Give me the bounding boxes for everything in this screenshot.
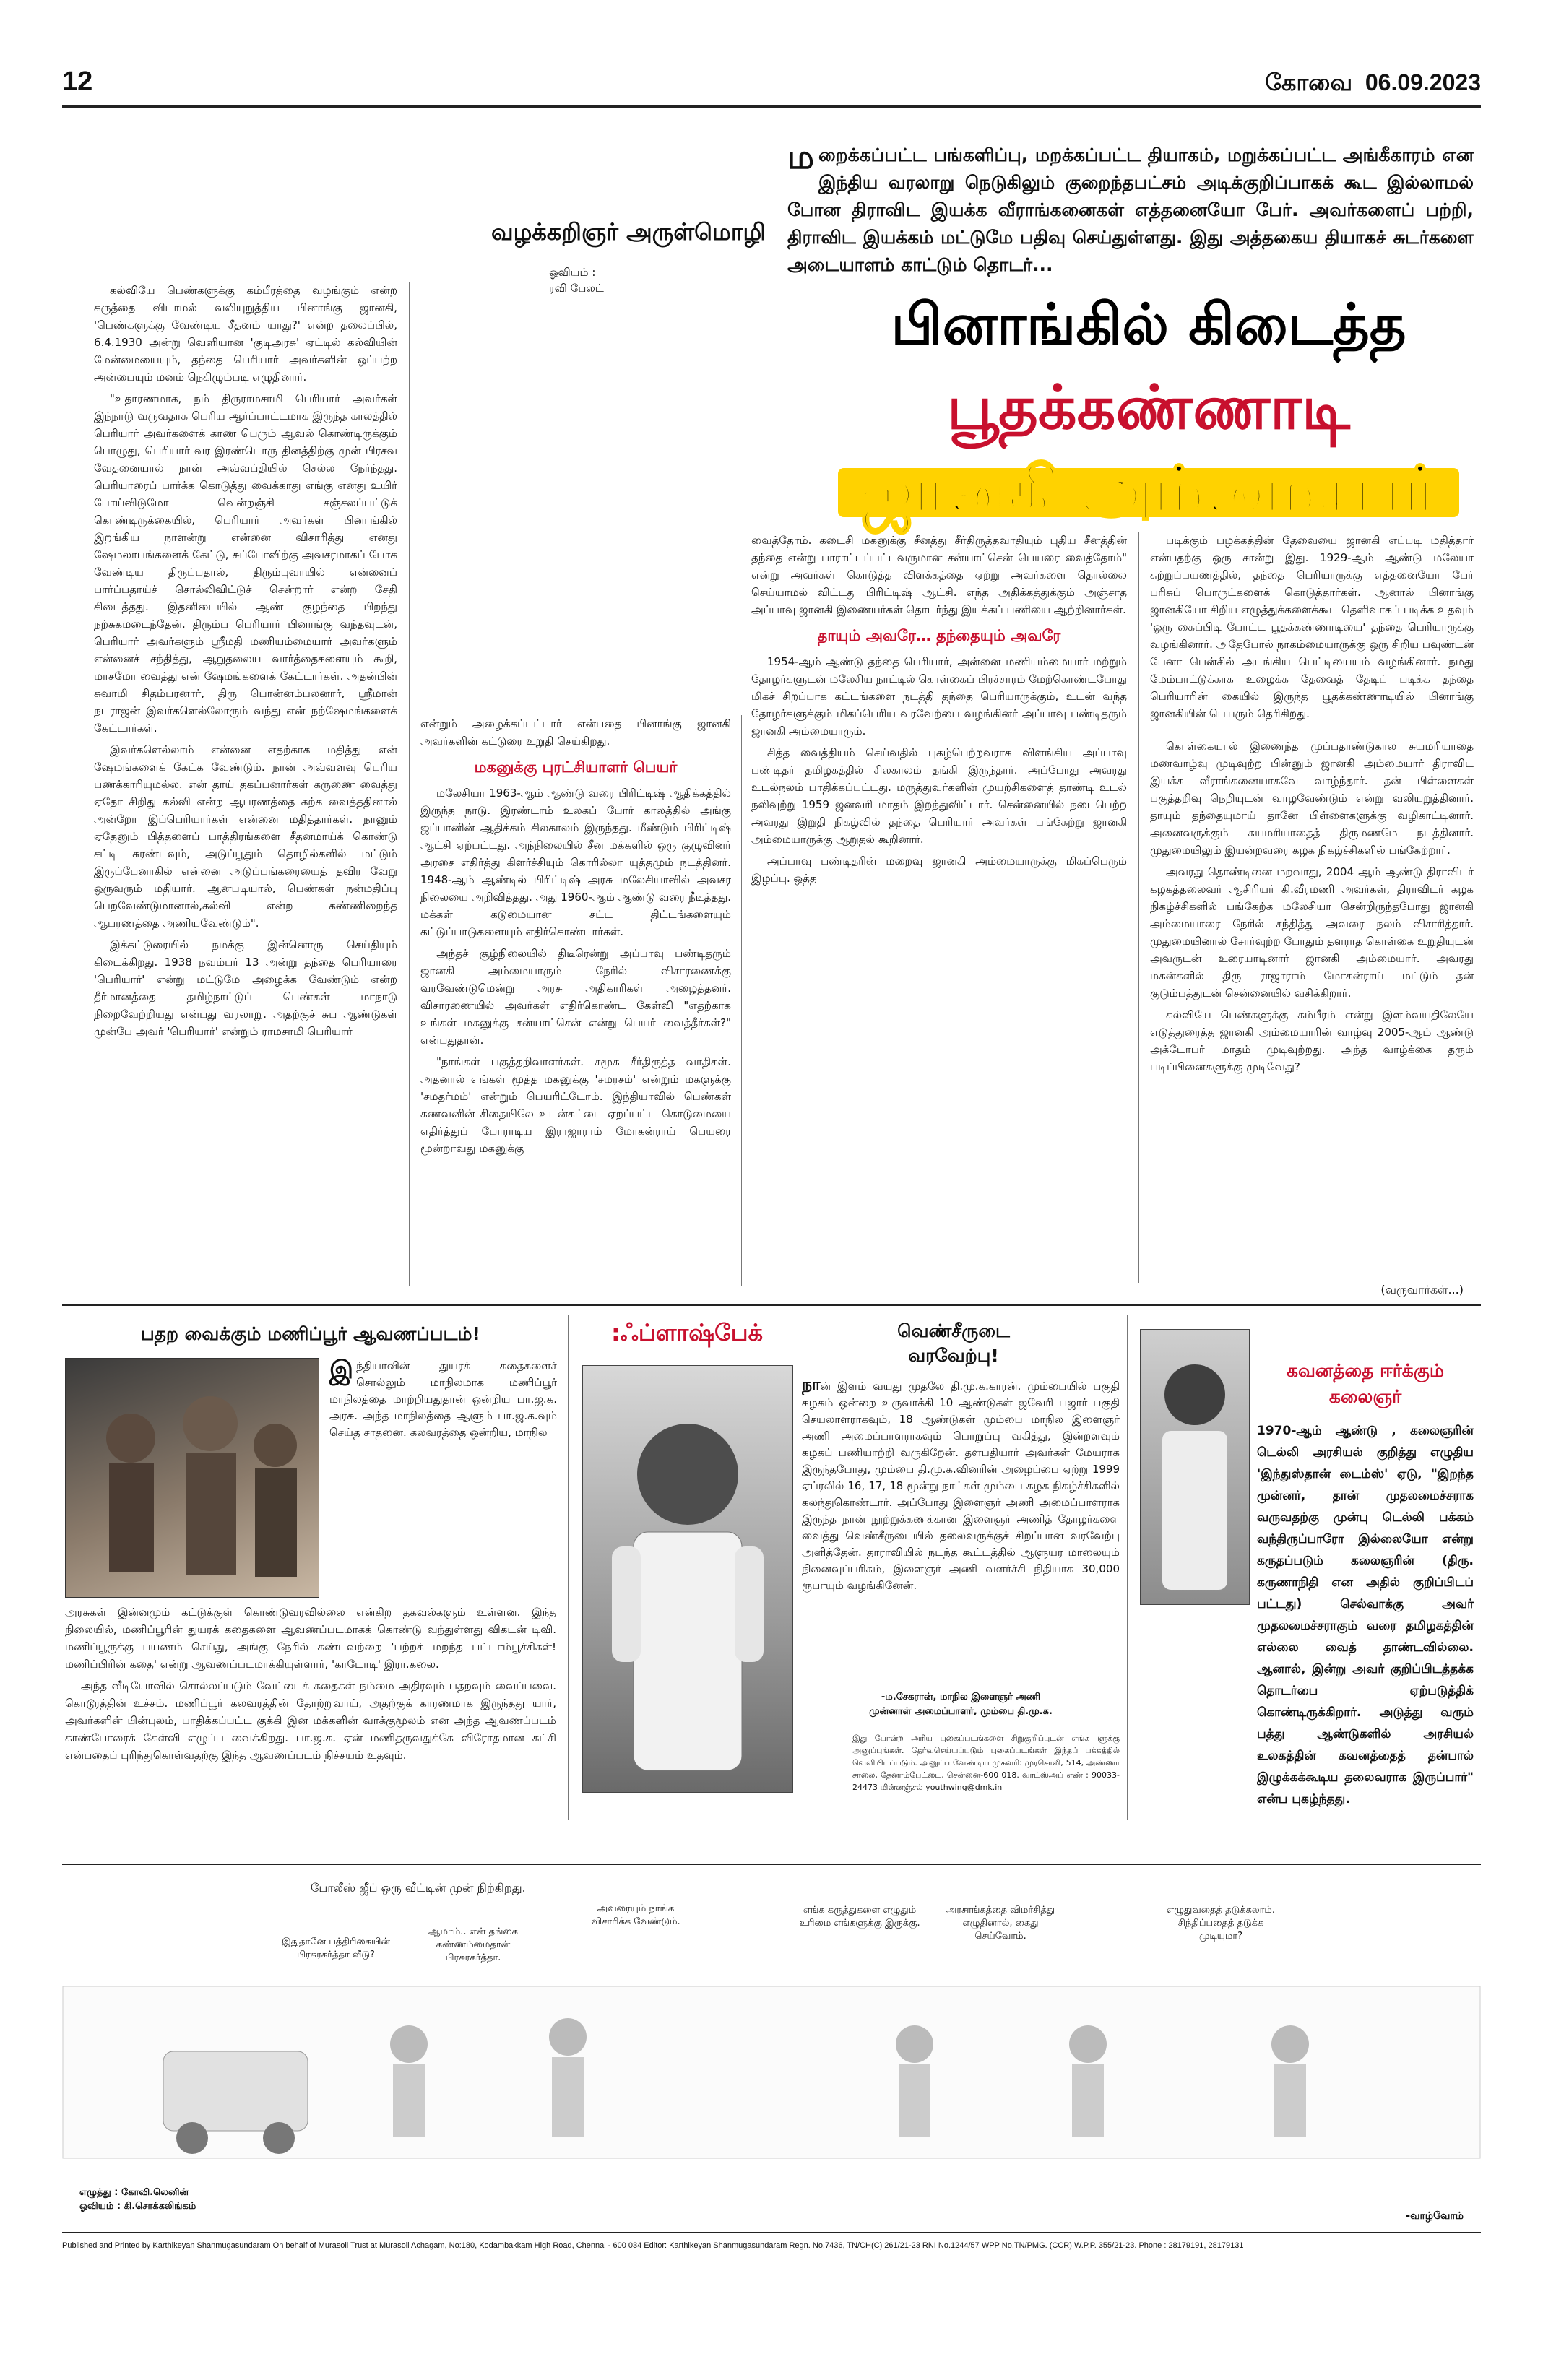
welcome-signature	[802, 1690, 1120, 1719]
speech-bubble-1: இதுதானே பத்திரிகையின் பிரசுரகர்த்தா வீடு?	[282, 1937, 390, 1960]
col4-top-paragraph: படிக்கும் பழக்கத்தின் தேவையை ஜானகி எப்படி மதித்தார் என்பதற்கு ஒரு சான்று இது. 1929-ஆம் ஆண்டு மலேயா சுற்றுப்பயணத்தில், தந்தை பெரியாருக்கு எத்தனையோ பேர் பரிசுப் பொருட்களைக் கொடுத்தார்கள். ஆனால் பினாங்கு ஜானகியோ சிறிய எழுத்துக்களைக்கூட தெளிவாகப் படிக்க உதவும் 'ஒரு கைப்பிடி போட்ட பூதக்கண்ணாடியை' தந்தை பெரியாருக்கு வழங்கினார். அதேபோல் நாகம்மையாருக்கு ஒரு சிறிய பவுண்டன் பேனா பென்சில் அடங்கிய பெட்டியையும் வழங்கினார். நமது மேம்பாட்டுக்காக உழைக்க தேவைத் தேடிப் படிக்க தந்தை பெரியாரின் கையில் இருந்த பூதக்கண்ணாடியில் பினாங்கு ஜானகியின் பெயரும் தெரிகிறது.	[1150, 534, 1474, 720]
speech-bubble-2: ஆமாம்.. என் தங்கை கண்ணம்மைதான் பிரசுரகர்த்தா.	[428, 1926, 518, 1963]
illustration-credit	[549, 264, 604, 296]
welcome-text: ன் இளம் வயது முதலே தி.மு.க.காரன். மும்பையில் பகுதி கழகம் ஒன்றை உருவாக்கி 10 ஆண்டுகள் ஜவேரி பஜார் பகுதி செயலாளராகவும், 18 ஆண்டுகள் மும்பை மாநில இளைஞர் அணி அமைப்பாளராகவும் பொறுப்பு வகித்து, இன்றளவும் கழகப் பணியாற்றி வருகிறேன். தளபதியார் அவர்கள் மேயராக இருந்தபோது, மும்பை தி.மு.க.வினரின் அழைப்பை ஏற்று 1999 ஏப்ரலில் 16, 17, 18 மூன்று நாட்கள் மும்பை கழக நிகழ்ச்சிகளில் கலந்துகொண்டார். அப்போது இளைஞர் அணி அமைப்பாளராக இருந்த நான் நூற்றுக்கணக்கான இளைஞர் அணித் தோழர்களை வைத்து வெண்சீருடையில் தலைவருக்குச் சிறப்பான வரவேற்பு அளித்தேன். தாராவியில் நடந்த கூட்டத்தில் ஆளுயர மாலையும் நினைவுப்பரிசும், இளைஞர் அணி வளர்ச்சி நிதியாக 30,000 ரூபாயும் வழங்கினேன்.	[802, 1380, 1120, 1592]
intro-dropcap: ம	[787, 137, 815, 176]
headline-line-2: பூதக்கண்ணாடி	[947, 372, 1350, 443]
writer-credit: எழுத்து : கோவி.லெனின்	[79, 2187, 189, 2198]
manipur-paragraph: அரசுகள் இன்னமும் கட்டுக்குள் கொண்டுவரவில்லை என்கிற தகவல்களும் உள்ளன. இந்த நிலையில், மணிப்பூரின் துயரக் கதைகளை ஆவணப்படமாகக் கொண்டு வந்துள்ளது விகடன் டிவி. மணிப்பூருக்கு பயணம் செய்து, அங்கு நேரில் கண்டவற்றை 'பற்றக் மறந்த பட்டாம்பூச்சிகள்! மணிப்பிரின் கதை' என்று ஆவணப்படமாக்கியுள்ளார், 'காடோடி' இரா.கலை.	[65, 1606, 556, 1671]
col1-paragraph: இக்கட்டுரையில் நமக்கு இன்னொரு செய்தியும் கிடைக்கிறது. 1938 நவம்பர் 13 அன்று தந்தை பெரியாரை 'பெரியார்' என்று மட்டுமே அழைக்க வேண்டும் என்ற தீர்மானத்தை தமிழ்நாட்டுப் பெண்கள் மாநாடு நிறைவேற்றியது என்பது வரலாறு. அதற்குச் சுப ஆண்டுகள் முன்பே அவர் 'பெரியார்' என்றும் ராமசாமி பெரியார்	[94, 938, 397, 1038]
column-divider	[1138, 532, 1139, 1283]
welcome-title-line-1: வெண்சீருடை	[897, 1320, 1010, 1341]
col2-subheading: மகனுக்கு புரட்சியாளர் பெயர்	[474, 758, 678, 776]
manipur-body	[65, 1604, 556, 1820]
article-column-1	[94, 282, 397, 1293]
footer-imprint: Published and Printed by Karthikeyan Shanmugasundaram On behalf of Murasoli Trust at Murasoli Achagam, No:180, Kodambakkam High Road, Chennai - 600 034 Editor: Karthikeyan Shanmugasundaram Regn. No.7436, TN/CH(C) 261/21-23 RNI No.1244/57 WPP No.TN/PMG. (CCR) W.P.P. 355/21-23. Phone : 28179191, 28179131	[62, 2241, 1244, 2250]
speech-bubble-5: அரசாங்கத்தை விமர்சித்து எழுதினால், கைது செய்வோம்.	[946, 1905, 1055, 1942]
submission-note: இது போன்ற அரிய புகைப்படங்களை சிறுகுறிப்புடன் எங்க ளுக்கு அனுப்புங்கள். தேர்வுசெய்யப்படும் புகைப்படங்கள் இந்தப் பக்கத்தில் வெளியிடப்படும். அனுப்ப வேண்டிய முகவரி: முரசொலி, 514, அண்ணா சாலை, தேனாம்பேட்டை, சென்னை-600 018. வாட்ஸ்அப் எண் : 90033-24473 மின்னஞ்சல் youthwing@dmk.in	[852, 1734, 1120, 1792]
kalaignar-body: 1970-ஆம் ஆண்டு , கலைஞரின் டெல்லி அரசியல் குறித்து எழுதிய 'இந்துஸ்தான் டைம்ஸ்' ஏடு, "இறந்த முன்னர், தான் முதலமைச்சராக வருவதற்கு முன்பு டெல்லி பக்கம் வந்திருப்பாரோ இல்லையோ என்று கருதப்படும் கலைஞரின் (திரு. கருணாநிதி என அதில் குறிப்பிடப் பட்டது) செல்வாக்கு அவர் முதலமைச்சராகும் வரை தமிழகத்தின் எல்லை வைத் தாண்டவில்லை. ஆனால், இன்று அவர் குறிப்பிடத்தக்க தொடர்பை ஏற்படுத்திக் கொண்டிருக்கிறார். அடுத்து வரும் பத்து ஆண்டுகளில் அரசியல் உலகத்தின் கவனத்தைத் தன்பால் இழுக்கக்கூடிய தலைவராக இருப்பார்" என்ப புகழ்ந்தது.	[1257, 1424, 1474, 1806]
speech-bubble-4: எங்க கருத்துகளை எழுதும் உரிமை எங்களுக்கு இருக்கு.	[799, 1905, 920, 1929]
col2-paragraph: அந்தச் சூழ்நிலையில் திடீரென்று அப்பாவு பண்டிதரும் ஜானகி அம்மையாரும் நேரில் விசாரணைக்கு வரவேண்டுமென்று அரசு அதிகாரிகள் அழைத்தனர். விசாரணையில் அவர்கள் எதிர்கொண்ட கேள்வி "எதற்காக உங்கள் மகனுக்கு சன்யாட்சென் என்று பெயர் வைத்தீர்கள்?" என்பதுதான்.	[420, 947, 731, 1047]
manipur-dropcap: இ	[329, 1358, 354, 1385]
col1-paragraph: கல்வியே பெண்களுக்கு கம்பீரத்தை வழங்கும் என்ற கருத்தை விடாமல் வலியுறுத்திய பினாங்கு ஜானகி, 'பெண்களுக்கு வேண்டிய சீதனம் யாது?' என்ற தலைப்பில், 6.4.1930 அன்று வெளியான 'குடிஅரசு' ஏட்டில் கல்வியின் மேன்மையையும், தந்தை பெரியார் அவர்களின் ஒப்பற்ற அன்பையும் மனம் நெகிழும்படி எழுதினார்.	[94, 284, 397, 384]
col3-paragraph: 1954-ஆம் ஆண்டு தந்தை பெரியார், அன்னை மணியம்மையார் மற்றும் தோழர்களுடன் மலேசிய நாட்டில் கொள்கைப் பிரச்சாரம் மேற்கொண்டபோது மிகச் சிறப்பாக கட்டங்களை நடத்தி தந்தை பெரியாருக்கும், உடன் வந்த தோழர்களுக்கும் மிகப்பெரிய வரவேற்பை வழங்கினர் அப்பாவு பண்டிதரும் ஜானகி அம்மையாரும்.	[751, 655, 1127, 737]
flashback-label: :ஃப்ளாஷ்பேக்	[610, 1319, 764, 1346]
page-number: 12	[62, 66, 93, 97]
continued-note: (வருவார்கள்...)	[1380, 1283, 1464, 1297]
leader-photo-icon	[583, 1366, 792, 1792]
col4-paragraph: கல்வியே பெண்களுக்கு கம்பீரம் என்று இளம்வயதிலேயே எடுத்துரைத்த ஜானகி அம்மையாரின் வாழ்வு 2005-ஆம் ஆண்டு அக்டோபர் மாதம் முடிவுற்றது. அந்த வாழ்க்கை தரும் படிப்பினைகளுக்கு முடிவேது?	[1150, 1008, 1474, 1073]
col1-paragraph: "உதாரணமாக, நம் திருராமசாமி பெரியார் அவர்கள் இந்நாடு வருவதாக பெரிய ஆர்ப்பாட்டமாக இருந்த காலத்தில் பெரியார் அவர்களைக் காண பெரும் ஆவல் கொண்டிருக்கும் பொழுது, பெரியார் வர இரண்டொரு தினத்திற்கு முன் பிரசவ வேதனையால் நான் அவ்வப்தியில் செல்ல நேர்ந்தது. பெரியாரைப் பார்க்க கொடுத்து வைக்காது எங்கு எனது உயிர் போய்விடுமோ வென்றஞ்சி சஞ்சலப்பட்டுக் கொண்டிருக்கையில், பெரியார் அவர்கள் பினாங்கில் இறங்கிய நாளன்று என்னை விசாரித்து எனது ஷேமலாபங்களைக் கேட்டு, சுப்போவிற்கு அவசரமாகப் போக வேண்டிய திருப்பதால், திரும்புவாயில் என்னைப் பார்ப்பதாய்ச் சொல்லிவிட்டுச் சென்றார் என்ற சேதி கிடைத்தது. இதனிடையில் ஆண் குழந்தை பிறந்து நற்சுகமடைந்தேன். திரும்ப பெரியார் பினாங்கு வந்தவுடன், பெரியார் அவர்களும் ஸ்ரீமதி மணியம்மையார் அவர்களும் என்னைச் சந்தித்து, ஆறுதலைய வார்த்தைகளையும் கூறி, மாசமோ வைத்து என் ஷேமங்களைக் கேட்டார்கள். அதன்பின் சுவாமி சிதம்பரனார், திரு பொன்னம்பலனார், ஸ்ரீமான் நடராஜன் இவர்களெல்லோரும் வந்து என் நற்ஷேமங்களைக் கேட்டார்கள்.	[94, 392, 397, 735]
kalaignar-photo	[1140, 1329, 1250, 1605]
manipur-intro	[329, 1358, 557, 1596]
article-column-3	[751, 532, 1127, 1167]
col2-top-paragraph: என்றும் அழைக்கப்பட்டார் என்பதை பினாங்கு ஜானகி அவர்களின் கட்டுரை உறுதி செய்கிறது.	[420, 717, 731, 748]
headline-line-1: பினாங்கில் கிடைத்த	[891, 293, 1406, 358]
column-divider	[1127, 1315, 1128, 1820]
signature-line-1: -ம.சேகரான், மாநில இளைஞர் அணி	[881, 1692, 1041, 1702]
col3-subheading: தாயும் அவரே… தந்தையும் அவரே	[817, 627, 1061, 644]
column-divider	[741, 715, 742, 1286]
article-column-4	[1150, 532, 1474, 1290]
edition-date: கோவை 06.09.2023	[1265, 69, 1481, 95]
section-rule	[62, 1304, 1481, 1306]
intro-text: றைக்கப்பட்ட பங்களிப்பு, மறக்கப்பட்ட தியாகம், மறுக்கப்பட்ட அங்கீகாரம் என இந்திய வரலாறு நெடுகிலும் குறைந்தபட்சம் அடிக்குறிப்பாகக் கூட இல்லாமல் போன திராவிட இயக்க வீராங்கனைகள் எத்தனையோ பேர். அவர்களைப் பற்றி, திராவிட இயக்கம் மட்டுமே பதிவு செய்துள்ளது. இது அத்தகைய தியாகச் சுடர்களை அடையாளம் காட்டும் தொடர்...	[787, 144, 1474, 275]
col4-paragraph: அவரது தொண்டினை மறவாது, 2004 ஆம் ஆண்டு திராவிடர் கழகத்தலைவர் ஆசிரியர் கி.வீரமணி அவர்கள், திராவிடர் கழக நிகழ்ச்சிகளில் பங்கேற்க மலேசியா சென்றிருந்தபோது ஜானகி அம்மையாரை நேரில் சந்தித்து அவரை நலம் விசாரித்தார். முதுமையினால் சோர்வுற்ற போதும் தளராத கொள்கை உறுதியுடன் அவருடன் உரையாடினார் ஜானகி அம்மையார். அவரது மகன்களில் திரு ராஜாராம் மோகன்ராய் மட்டும் தன் குடும்பத்துடன் சென்னையில் வசிக்கிறார்.	[1150, 865, 1474, 1000]
signature-line-2: முன்னாள் அமைப்பாளர், மும்பை தி.மு.க.	[869, 1706, 1053, 1717]
welcome-dropcap: நா	[802, 1377, 821, 1394]
manipur-title: பதற வைக்கும் மணிப்பூர் ஆவணப்படம்!	[141, 1323, 480, 1344]
col3-top-paragraph: வைத்தோம். கடைசி மகனுக்கு சீனத்து சீர்திருத்தவாதியும் புதிய சீனத்தின் தந்தை என்று பாராட்டப்பட்டவருமான சன்யாட்சென் பெயரை வைத்தோம்" என்று அவர்கள் கொடுத்த விளக்கத்தை ஏற்று அவர்களை தொல்லை செய்யாமல் விட்டது பிரிட்டிஷ் ஆட்சி. எந்த அதிக்கத்துக்கும் அஞ்சாத அப்பாவு ஜானகி இணையர்கள் தொடர்ந்து இயக்கப் பணியை ஆற்றினார்கள்.	[751, 534, 1127, 616]
section-rule	[62, 1864, 1481, 1865]
artist-credit: ஓவியம் : கி.சொக்கலிங்கம்	[79, 2201, 196, 2212]
col1-paragraph: இவர்களெல்லாம் என்னை எதற்காக மதித்து என் ஷேமங்களைக் கேட்க வேண்டும். நான் அவ்வளவு பெரிய பணக்காரியுமல்ல. என் தாய் தகப்பனார்கள் கருணை வைத்து ஏதோ சிறிது கல்வி என்ற ஆபரணத்தை கற்க வைத்ததினால் அன்றோ இப்பெரியார்கள் என்னை மதித்தார்கள். நானும் ஏதேனும் பித்தளைப் பாத்திரங்களை சீதனமாய்க் கொண்டு சட்டி சுரண்டவும், அடுப்பூதும் தொழில்களில் மட்டும் இருப்பேனாகில் என்னை அடுப்பங்கரையைத் தவிர வேறு ஒருவரும் மதியார். ஆனபடியால், பெண்கள் நன்மதிப்பு பெறவேண்டுமானால்,கல்வி என்ற கண்ணிறைந்த ஆபரணத்தை அணியவேண்டும்".	[94, 743, 397, 930]
column-divider	[568, 1315, 569, 1820]
cartoon-caption: போலீஸ் ஜீப் ஒரு வீட்டின் முன் நிற்கிறது.	[311, 1881, 526, 1895]
cartoon-credits	[79, 2186, 196, 2213]
portrait-icon	[1141, 1330, 1249, 1604]
headline-line-3-highlight	[824, 446, 1474, 535]
col3-paragraph: சித்த வைத்தியம் செய்வதில் புகழ்பெற்றவராக விளங்கிய அப்பாவு பண்டிதர் தமிழகத்தில் சிலகாலம் தங்கி இருந்தார். அப்போது அவரது உடல்நலம் பாதிக்கப்பட்டது. மருத்துவர்களின் முயற்சிகளைத் தாண்டி உடல் நலிவுற்று 1959 ஜனவரி மாதம் இறந்துவிட்டார். சென்னையில் நடைபெற்ற அவரது இறுதி நிகழ்வில் தந்தை பெரியார் அவர்கள் பங்கேற்று ஜானகி அம்மையாருக்கு ஆறுதல் கூறினார்.	[751, 746, 1127, 846]
manipur-photo	[65, 1358, 319, 1598]
manipur-intro-text: ந்தியாவின் துயரக் கதைகளைச் சொல்லும் மாநிலமாக மணிப்பூர் மாநிலத்தை மாற்றியதுதான் ஒன்றிய பா.ஜ.க. அரசு. அந்த மாநிலத்தை ஆளும் பா.ஜ.க.வும் செய்த சாதனை. கலவரத்தை ஒன்றிய, மாநில	[329, 1359, 557, 1439]
illustrator-name: ரவி பேலட்	[549, 282, 604, 295]
col2-paragraph: "நாங்கள் பகுத்தறிவாளர்கள். சமூக சீர்திருத்த வாதிகள். அதனால் எங்கள் மூத்த மகனுக்கு 'சமரசம்' என்றும் மகளுக்கு 'சமதர்மம்' என்றும் பெயரிட்டோம். இந்தியாவில் பெண்கள் கணவனின் சிதையிலே உடன்கட்டை ஏறப்பட்ட கொடுமையை எதிர்த்துப் போராடிய இராஜாராம் மோகன்ராய் பெயரை மூன்றாவது மகனுக்கு	[420, 1055, 731, 1155]
headline-line-3: ஜானகி அம்மையார்	[860, 452, 1437, 527]
column-divider	[409, 282, 410, 1286]
flashback-photo	[582, 1365, 793, 1793]
welcome-title-line-2: வரவேற்பு!	[908, 1345, 999, 1366]
speech-bubble-3: அவரையும் நாங்க விசாரிக்க வேண்டும்.	[591, 1903, 680, 1927]
protest-photo-icon	[66, 1359, 319, 1597]
header-rule	[62, 105, 1481, 108]
col4-paragraph: கொள்கையால் இணைந்த முப்பதாண்டுகால சுயமரியாதை மணவாழ்வு முடிவுற்ற பின்னும் ஜானகி அம்மையார் திராவிட இயக்க வீராங்கனையாகவே வாழ்ந்தார். தன் பிள்ளைகள் பகுத்தறிவு நெறியுடன் வாழவேண்டும் என்று வலியுறுத்தினார். தாயும் தந்தையுமாய் தானே பிள்ளைகளுக்கு வழிகாட்டினார். அனைவருக்கும் சுயமரியாதைத் திருமணமே நடத்தினார். முதுமையிலும் இயன்றவரை கழக நிகழ்ச்சிகளில் பங்கேற்றார்.	[1150, 740, 1474, 857]
kalaignar-title	[1257, 1358, 1474, 1410]
author-byline: வழக்கறிஞர் அருள்மொழி	[491, 218, 766, 246]
speech-bubble-6: எழுதுவதைத் தடுக்கலாம். சிந்திப்பதைத் தடுக்க முடியுமா?	[1167, 1905, 1275, 1942]
col2-paragraph: மலேசியா 1963-ஆம் ஆண்டு வரை பிரிட்டிஷ் ஆதிக்கத்தில் இருந்த நாடு. இரண்டாம் உலகப் போர் காலத்தில் அங்கு ஜப்பானின் ஆதிக்கம் சிலகாலம் இருந்தது. மீண்டும் பிரிட்டிஷ் ஆட்சி ஏற்பட்டது. அந்நிலையில் சீன மக்களில் ஒரு குழுவினர் அரசை எதிர்த்து கிளர்ச்சியும் கொரில்லா யுத்தமும் நடத்தினர். 1948-ஆம் ஆண்டில் பிரிட்டிஷ் அரசு மலேசியாவில் அவசர நிலையை அறிவித்தது. அது 1960-ஆம் ஆண்டு வரை நீடித்தது. மக்கள் கடுமையான சட்ட திட்டங்களையும் கட்டுப்பாடுகளையும் எதிர்கொண்டார்கள்.	[420, 787, 731, 938]
welcome-body	[802, 1377, 1120, 1687]
article-column-2	[420, 715, 731, 1293]
kalaignar-title-line-1: கவனத்தை ஈர்க்கும்	[1287, 1360, 1444, 1381]
kalaignar-title-line-2: கலைஞர்	[1328, 1386, 1402, 1407]
illustration-label: ஓவியம் :	[549, 266, 596, 279]
footer-rule	[62, 2232, 1481, 2233]
intro-block	[787, 137, 1474, 279]
welcome-title	[802, 1319, 1105, 1368]
col3-paragraph: அப்பாவு பண்டிதரின் மறைவு ஜானகி அம்மையாருக்கு மிகப்பெரும் இழப்பு. ஒத்த	[751, 854, 1127, 885]
manipur-paragraph: அந்த வீடியோவில் சொல்லப்படும் வேட்டைக் கதைகள் நம்மை அதிரவும் பதறவும் வைப்பவை. கொடூரத்தின் உச்சம். மணிப்பூர் கலவரத்தின் தோற்றுவாய், அதற்குக் காரணமாக இருந்தது யார், அவர்களின் பின்புலம், பாதிக்கப்பட்ட குக்கி இன மக்களின் வாக்குமூலம் என அந்த ஆவணப்படம் காண்போரைக் கேள்வி எழுப்ப வைக்கிறது. பா.ஜ.க. ஏன் மணிதருவதுக்கே விரோதமான கட்சி என்பதைப் புரிந்துகொள்வதற்கு இந்த ஆவணப்படம் நிச்சயம் உதவும்.	[65, 1679, 556, 1762]
cartoon-sign-off: -வாழ்வோம்	[1406, 2210, 1464, 2222]
